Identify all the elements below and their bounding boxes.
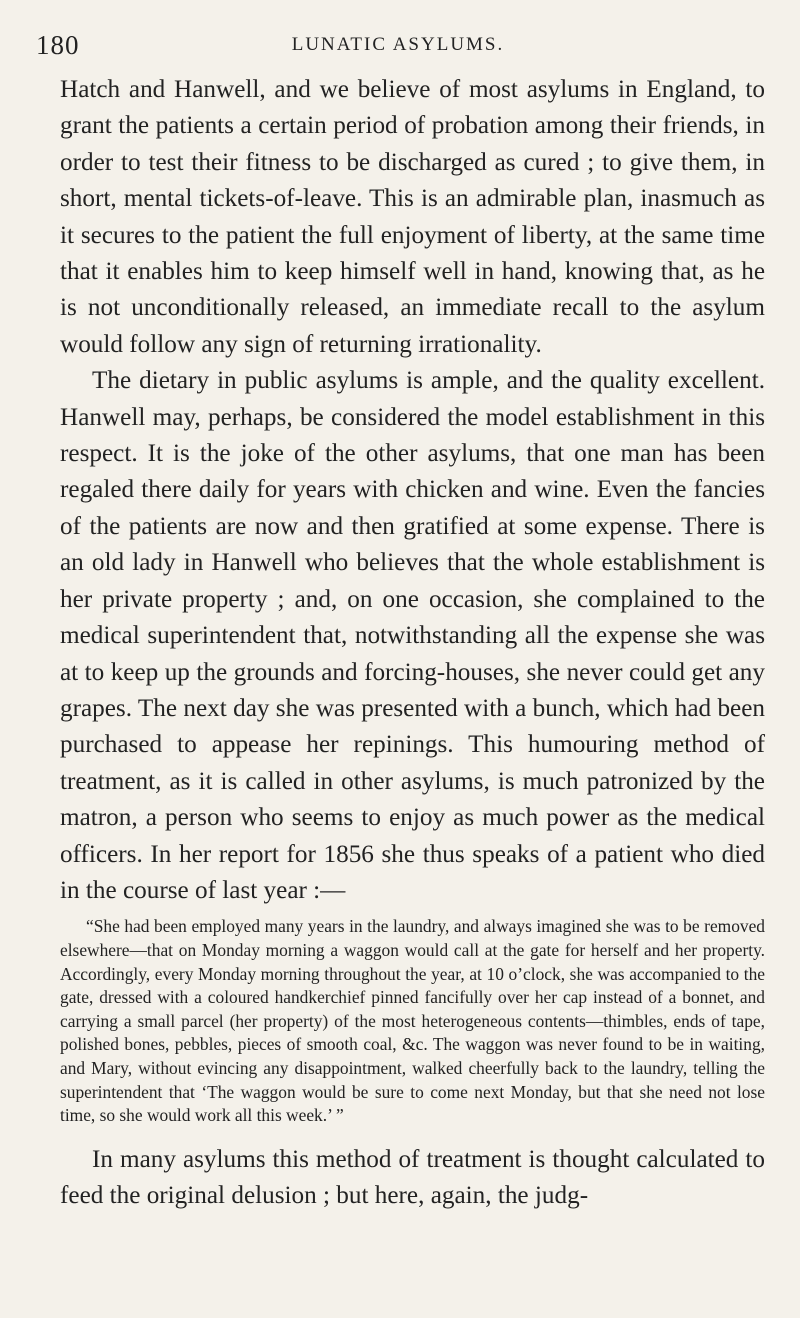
- page-number: 180: [36, 30, 80, 60]
- matron-report-quote: “She had been employed many years in the laundry, and always imagined she was to be removed elsewhere—that on Monday morning a waggon would call at the gate for herself and her property. Accordingly, every Monday morning throughout the year, at 10 o’clock, she was accompanied to the gate, dressed with a coloured handkerchief pinned fancifully over her cap instead of a bonnet, and carrying a small parcel (her property) of the most heterogeneous contents—thimbles, ends of tape, polished bones, pebbles, pieces of smooth coal, &c. The waggon was never found to be in waiting, and Mary, without evincing any disappointment, walked cheerfully back to the laundry, telling the superintendent that ‘The waggon would be sure to come next Monday, but that she need not lose time, so she would work all this week.’ ”: [60, 916, 765, 1126]
- running-head: LUNATIC ASYLUMS.: [291, 34, 505, 55]
- paragraph-dietary: The dietary in public asylums is ample, and the quality excellent. Hanwell may, perhaps, be considered the model establishment in this respect. It is the joke of the other asylums, that one man has been regaled there daily for years with chicken and wine. Even the fancies of the patients are now and then gratified at some expense. There is an old lady in Hanwell who believes that the whole establishment is her private property ; and, on one occasion, she complained to the medical superintendent that, notwithstanding all the expense she was at to keep up the grounds and forcing-houses, she never could get any grapes. The next day she was presented with a bunch, which had been purchased to appease her repinings. This humouring method of treatment, as it is called in other asylums, is much patronized by the matron, a person who seems to enjoy as much power as the medical officers. In her report for 1856 she thus speaks of a patient who died in the course of last year :—: [60, 367, 765, 904]
- paragraph-probation: Hatch and Hanwell, and we believe of most asylums in England, to grant the patients a certain period of probation among their friends, in order to test their fitness to be discharged as cured ; to give them, in short, mental tickets-of-leave. This is an admirable plan, inasmuch as it secures to the patient the full enjoyment of liberty, at the same time that it enables him to keep himself well in hand, knowing that, as he is not unconditionally released, an immediate recall to the asylum would follow any sign of returning irrationality.: [60, 76, 765, 358]
- page-header: [36, 30, 760, 62]
- paragraph-closing: In many asylums this method of treatment is thought calculated to feed the original delusion ; but here, again, the judg-: [60, 1145, 765, 1210]
- body-text: [60, 72, 765, 1215]
